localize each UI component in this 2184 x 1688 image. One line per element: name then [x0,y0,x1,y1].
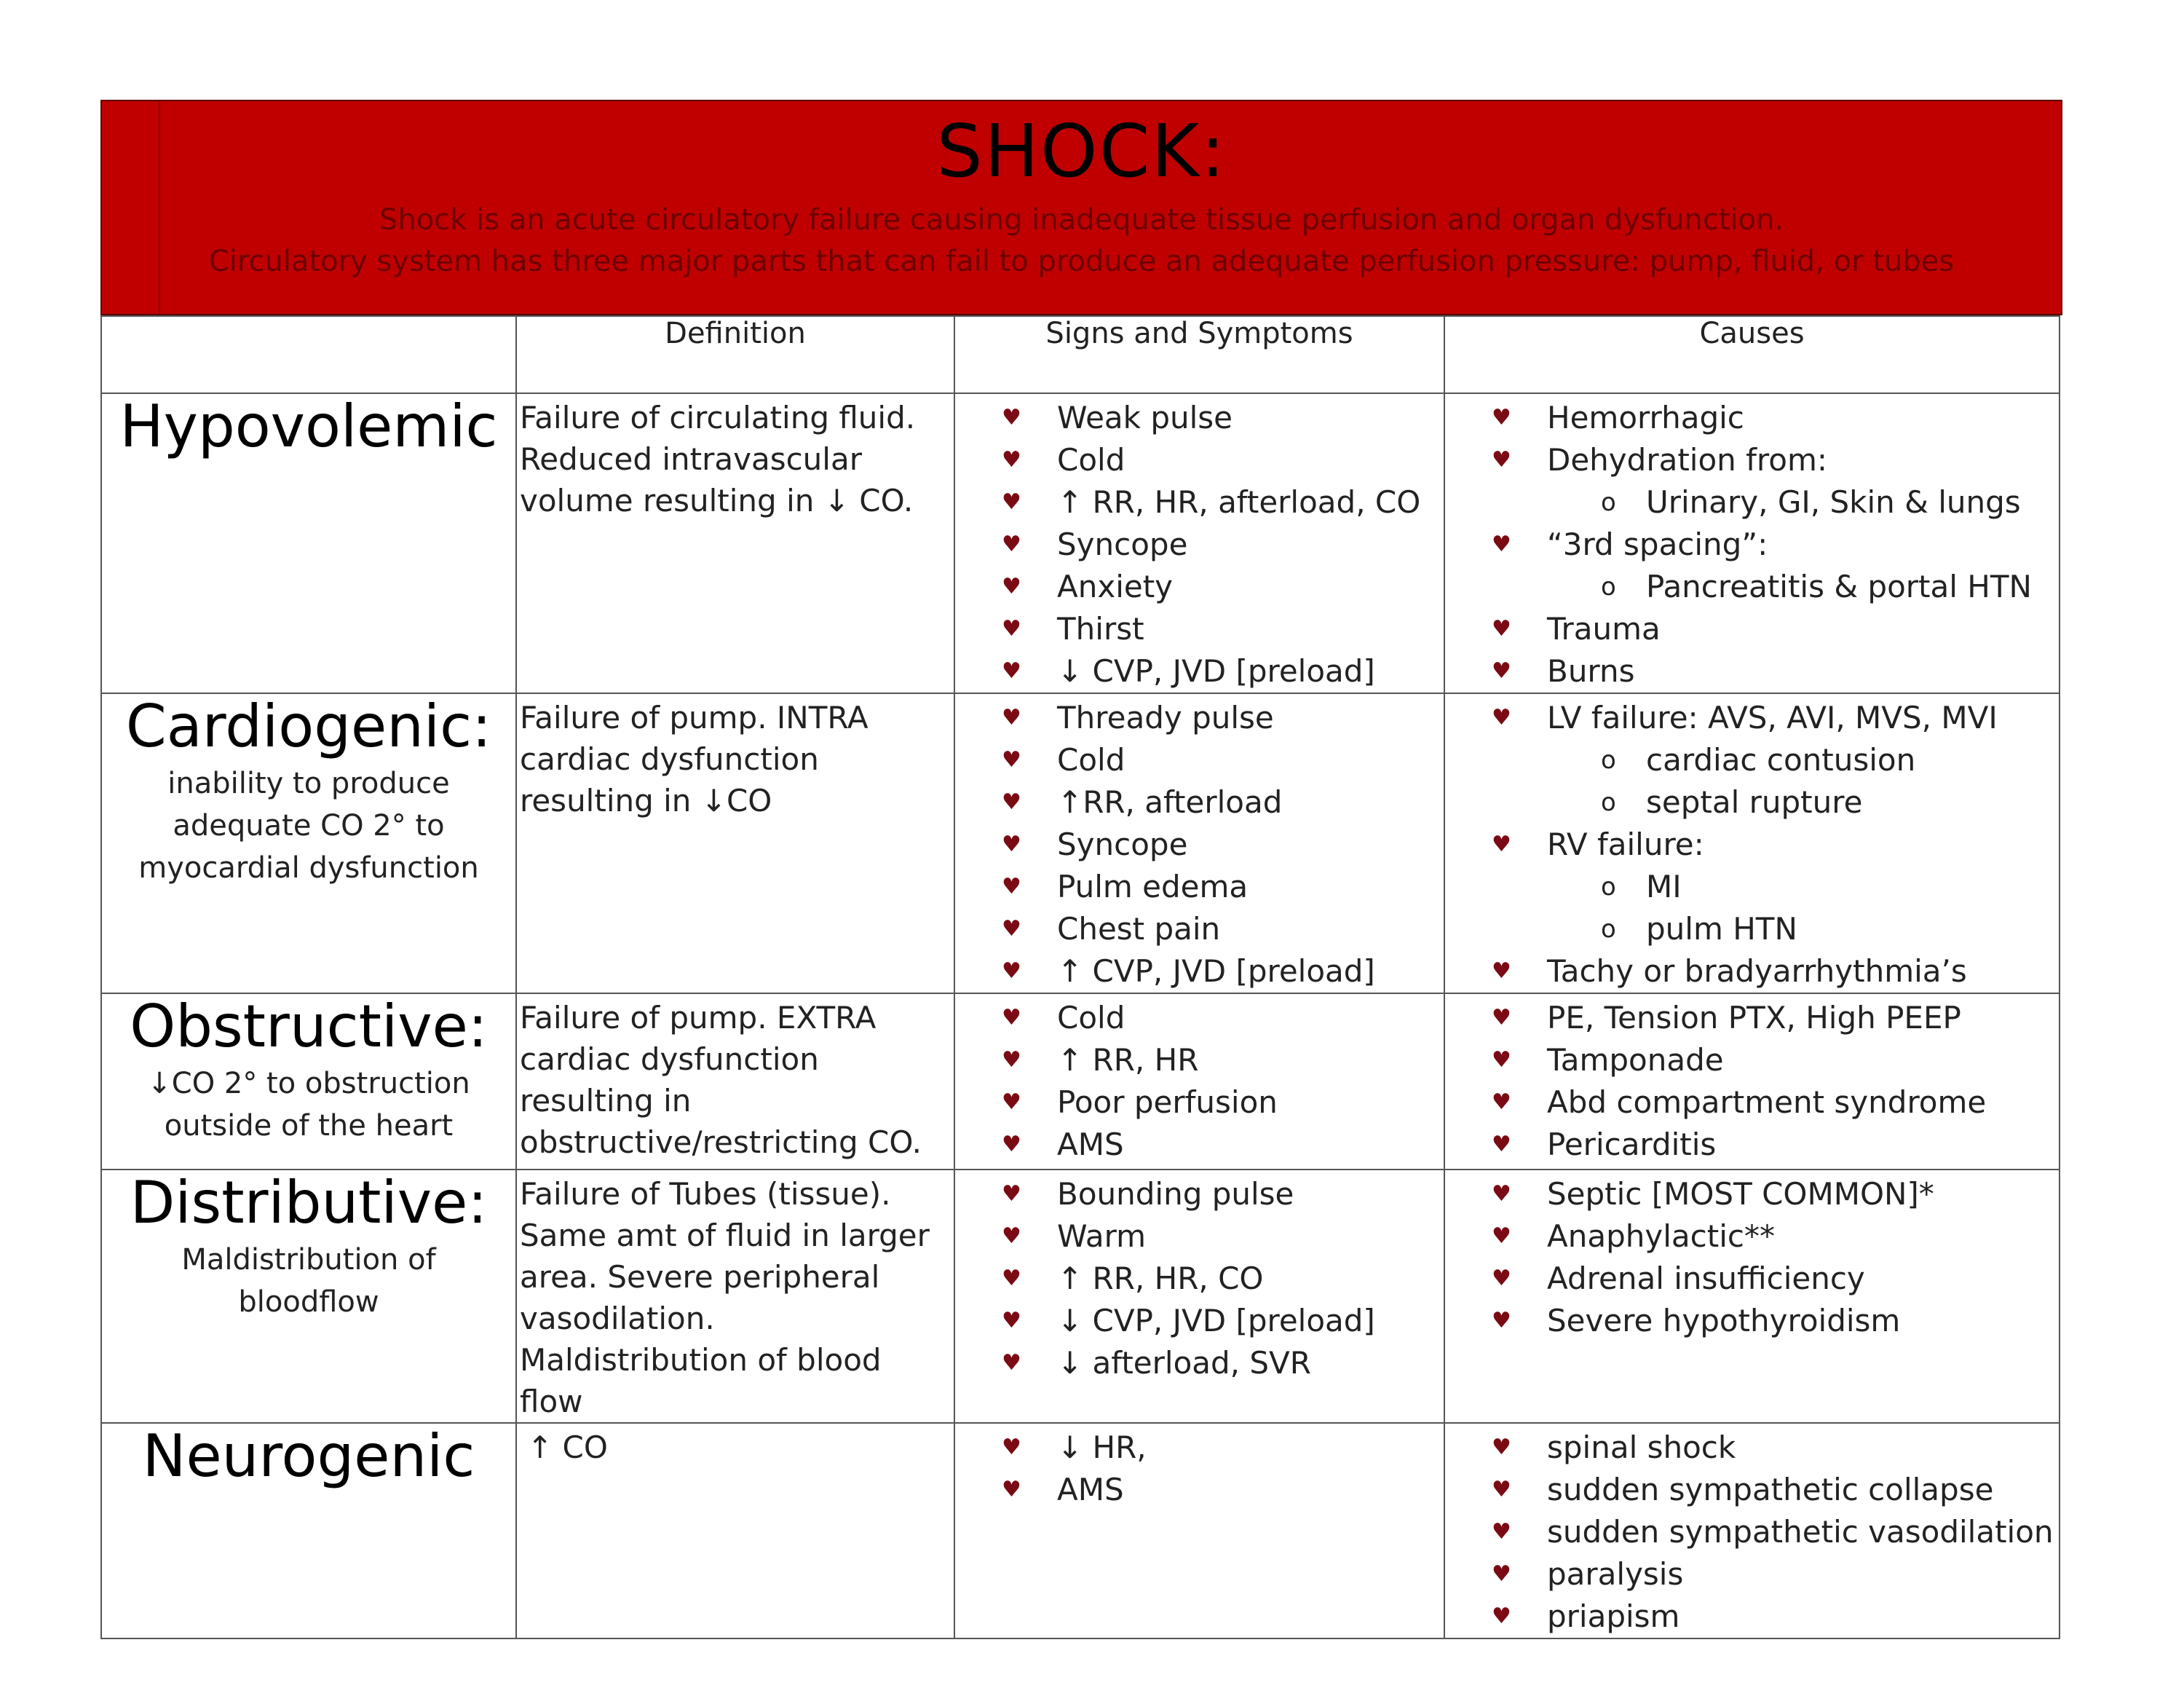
list-item [955,1124,1444,1166]
definition-cell: Failure of pump. EXTRA cardiac dysfunction resulting in obstructive/restricting CO. [516,993,954,1170]
list-item-text: AMS [1057,1127,1124,1162]
type-description: Maldistribution of bloodflow [181,1242,436,1319]
list-item-text: Chest pain [1057,911,1221,947]
type-description: ↓CO 2° to obstruction outside of the heart [147,1066,470,1143]
causes-cell [1444,1170,2060,1423]
heart-bullet-icon: ♥ [1492,1561,1511,1587]
list-item [1445,439,2059,481]
list-item-text: Pericarditis [1547,1127,1717,1162]
heart-bullet-icon: ♥ [1002,1477,1021,1502]
causes-list [1445,1170,2059,1342]
list-item-text: Anaphylactic** [1547,1218,1775,1254]
heart-bullet-icon: ♥ [1492,705,1511,730]
heart-bullet-icon: ♥ [1492,1604,1511,1629]
list-item-text: Poor perfusion [1057,1084,1278,1120]
list-item [1445,697,2059,739]
list-item-text: Cold [1057,742,1125,778]
list-item [955,1039,1444,1081]
list-item [955,439,1444,481]
banner-subtitle-2: Circulatory system has three major parts that can fail to produce an adequate perfusion pressure: pump, fluid, or tubes [208,245,1955,278]
signs-cell [954,1170,1444,1423]
header-row [101,316,2060,393]
list-item [955,481,1444,524]
list-item-text: Tachy or bradyarrhythmia’s [1547,953,1967,989]
heart-bullet-icon: ♥ [1002,747,1021,773]
heart-bullet-icon: ♥ [1002,1047,1021,1073]
circle-bullet-icon: o [1601,915,1616,944]
type-cell [101,393,516,693]
heart-bullet-icon: ♥ [1002,916,1021,942]
list-item-text: Pulm edema [1057,869,1249,904]
heart-bullet-icon: ♥ [1002,1308,1021,1333]
sub-list-item [1445,781,2059,824]
heart-bullet-icon: ♥ [1002,1132,1021,1157]
sub-list-item [1445,739,2059,781]
list-item [1445,1300,2059,1342]
heart-bullet-icon: ♥ [1002,705,1021,730]
list-item-text: ↓ HR, [1057,1429,1147,1465]
type-cell [101,1423,516,1638]
list-item [955,1469,1444,1511]
header-blank [101,316,516,393]
banner-subtitle-1: Shock is an acute circulatory failure causing inadequate tissue perfusion and organ dysfunction. [379,203,1784,237]
list-item [955,824,1444,866]
heart-bullet-icon: ♥ [1002,1181,1021,1207]
header-definition: Definition [516,316,954,393]
row-distributive [101,1170,2060,1423]
list-item [955,566,1444,608]
list-item-text: ↑ CVP, JVD [preload] [1057,953,1375,989]
heart-bullet-icon: ♥ [1492,447,1511,473]
definition-cell: ↑ CO [516,1423,954,1638]
sub-list-item [1445,481,2059,524]
list-item-text: ↓ CVP, JVD [preload] [1057,653,1375,689]
list-item-text: Pancreatitis & portal HTN [1646,569,2032,604]
list-item [1445,1039,2059,1081]
list-item-text: Thready pulse [1057,700,1274,735]
signs-cell [954,1423,1444,1638]
heart-bullet-icon: ♥ [1002,532,1021,557]
list-item [1445,1469,2059,1511]
list-item [955,866,1444,908]
causes-cell [1444,1423,2060,1638]
heart-bullet-icon: ♥ [1492,1047,1511,1073]
heart-bullet-icon: ♥ [1492,1477,1511,1502]
type-name: Neurogenic [142,1422,475,1490]
sub-list-item [1445,566,2059,608]
causes-cell [1444,993,2060,1170]
heart-bullet-icon: ♥ [1492,832,1511,857]
list-item [1445,1596,2059,1638]
list-item-text: AMS [1057,1472,1124,1507]
heart-bullet-icon: ♥ [1002,789,1021,815]
list-item [955,524,1444,566]
list-item-text: paralysis [1547,1556,1684,1592]
title-banner [100,100,2062,315]
heart-bullet-icon: ♥ [1492,616,1511,642]
heart-bullet-icon: ♥ [1492,658,1511,684]
list-item-text: Trauma [1547,611,1661,647]
heart-bullet-icon: ♥ [1002,1350,1021,1376]
list-item [1445,1124,2059,1166]
list-item-text: Thirst [1057,611,1144,647]
list-item [955,397,1444,439]
heart-bullet-icon: ♥ [1002,1005,1021,1030]
list-item-text: sudden sympathetic vasodilation [1547,1514,2054,1550]
list-item-text: ↓ afterload, SVR [1057,1345,1311,1381]
causes-cell [1444,693,2060,993]
list-item [955,1081,1444,1124]
list-item-text: cardiac contusion [1646,742,1916,778]
list-item-text: Severe hypothyroidism [1547,1303,1901,1338]
list-item-text: Syncope [1057,526,1188,562]
type-name: Hypovolemic [119,393,498,460]
list-item [955,1427,1444,1469]
heart-bullet-icon: ♥ [1002,1435,1021,1460]
heart-bullet-icon: ♥ [1002,616,1021,642]
list-item-text: Weak pulse [1057,400,1233,435]
causes-cell [1444,393,2060,693]
list-item [1445,950,2059,993]
heart-bullet-icon: ♥ [1002,874,1021,899]
list-item [955,608,1444,650]
list-item-text: MI [1646,869,1682,904]
list-item-text: priapism [1547,1598,1680,1634]
list-item-text: ↑ RR, HR [1057,1042,1199,1078]
heart-bullet-icon: ♥ [1002,447,1021,473]
circle-bullet-icon: o [1601,788,1616,817]
list-item [955,908,1444,950]
heart-bullet-icon: ♥ [1002,405,1021,430]
row-obstructive [101,993,2060,1170]
causes-list [1445,994,2059,1166]
list-item [1445,1173,2059,1215]
shock-table [100,315,2060,1639]
heart-bullet-icon: ♥ [1002,1223,1021,1249]
list-item [1445,397,2059,439]
heart-bullet-icon: ♥ [1492,1181,1511,1207]
list-item-text: spinal shock [1547,1429,1736,1465]
heart-bullet-icon: ♥ [1002,1089,1021,1115]
signs-list [955,694,1444,993]
list-item-text: Syncope [1057,827,1188,862]
list-item [955,997,1444,1039]
circle-bullet-icon: o [1601,572,1616,602]
heart-bullet-icon: ♥ [1492,1435,1511,1460]
list-item-text: pulm HTN [1646,911,1797,947]
causes-list [1445,694,2059,993]
list-item [1445,1427,2059,1469]
type-name: Distributive: [130,1169,488,1237]
list-item [1445,650,2059,693]
signs-cell [954,993,1444,1170]
signs-cell [954,393,1444,693]
list-item-text: RV failure: [1547,827,1704,862]
type-name: Obstructive: [130,993,488,1060]
type-name: Cardiogenic: [125,693,492,760]
heart-bullet-icon: ♥ [1492,405,1511,430]
list-item-text: Dehydration from: [1547,442,1828,478]
heart-bullet-icon: ♥ [1492,1005,1511,1030]
heart-bullet-icon: ♥ [1492,958,1511,984]
type-cell [101,693,516,993]
heart-bullet-icon: ♥ [1002,658,1021,684]
type-cell [101,1170,516,1423]
circle-bullet-icon: o [1601,746,1616,775]
list-item [1445,824,2059,866]
type-description: inability to produce adequate CO 2° to myocardial dysfunction [138,766,479,885]
heart-bullet-icon: ♥ [1002,1266,1021,1291]
list-item-text: LV failure: AVS, AVI, MVS, MVI [1547,700,1998,735]
list-item-text: Cold [1057,1000,1125,1036]
row-neurogenic [101,1423,2060,1638]
list-item [955,1300,1444,1342]
list-item [955,1173,1444,1215]
list-item-text: ↓ CVP, JVD [preload] [1057,1303,1375,1338]
list-item-text: sudden sympathetic collapse [1547,1472,1994,1507]
type-cell [101,993,516,1170]
list-item [955,697,1444,739]
heart-bullet-icon: ♥ [1002,574,1021,599]
list-item-text: Burns [1547,653,1635,689]
list-item [1445,997,2059,1039]
definition-cell: Failure of circulating fluid. Reduced intravascular volume resulting in ↓ CO. [516,393,954,693]
signs-list [955,394,1444,693]
list-item-text: Bounding pulse [1057,1176,1294,1212]
heart-bullet-icon: ♥ [1492,1132,1511,1157]
sub-list-item [1445,908,2059,950]
list-item-text: Urinary, GI, Skin & lungs [1646,484,2021,520]
list-item [955,1215,1444,1258]
list-item [1445,1258,2059,1300]
list-item [955,650,1444,693]
header-causes: Causes [1444,316,2060,393]
circle-bullet-icon: o [1601,488,1616,517]
heart-bullet-icon: ♥ [1002,832,1021,857]
list-item [955,1342,1444,1384]
sub-list-item [1445,866,2059,908]
list-item-text: Abd compartment syndrome [1547,1084,1987,1120]
list-item-text: ↑ RR, HR, CO [1057,1261,1264,1296]
signs-list [955,1424,1444,1511]
list-item-text: ↑RR, afterload [1057,784,1283,820]
heart-bullet-icon: ♥ [1492,1519,1511,1545]
heart-bullet-icon: ♥ [1492,1223,1511,1249]
list-item-text: septal rupture [1646,784,1863,820]
signs-list [955,994,1444,1166]
signs-list [955,1170,1444,1384]
heart-bullet-icon: ♥ [1492,1308,1511,1333]
row-hypovolemic [101,393,2060,693]
list-item-text: Adrenal insufficiency [1547,1261,1865,1296]
list-item [955,1258,1444,1300]
list-item [1445,608,2059,650]
list-item-text: Tamponade [1547,1042,1724,1078]
heart-bullet-icon: ♥ [1492,1266,1511,1291]
heart-bullet-icon: ♥ [1002,489,1021,515]
list-item [1445,1081,2059,1124]
list-item [955,781,1444,824]
signs-cell [954,693,1444,993]
list-item [1445,1215,2059,1258]
list-item [1445,1511,2059,1553]
definition-cell: Failure of pump. INTRA cardiac dysfunction resulting in ↓CO [516,693,954,993]
page-title: SHOCK: [936,109,1227,194]
causes-list [1445,394,2059,693]
list-item-text: Anxiety [1057,569,1174,604]
list-item-text: “3rd spacing”: [1547,526,1768,562]
list-item-text: PE, Tension PTX, High PEEP [1547,1000,1961,1036]
list-item-text: Septic [MOST COMMON]* [1547,1176,1934,1212]
heart-bullet-icon: ♥ [1492,1089,1511,1115]
list-item-text: Hemorrhagic [1547,400,1744,435]
circle-bullet-icon: o [1601,872,1616,902]
list-item-text: ↑ RR, HR, afterload, CO [1057,484,1421,520]
list-item-text: Warm [1057,1218,1147,1254]
header-signs: Signs and Symptoms [954,316,1444,393]
heart-bullet-icon: ♥ [1492,532,1511,557]
list-item [1445,1553,2059,1596]
list-item-text: Cold [1057,442,1125,478]
row-cardiogenic [101,693,2060,993]
definition-cell: Failure of Tubes (tissue). Same amt of fluid in larger area. Severe peripheral vasodilation. Maldistribution of blood flow [516,1170,954,1423]
list-item [955,950,1444,993]
heart-bullet-icon: ♥ [1002,958,1021,984]
list-item [1445,524,2059,566]
causes-list [1445,1424,2059,1638]
list-item [955,739,1444,781]
